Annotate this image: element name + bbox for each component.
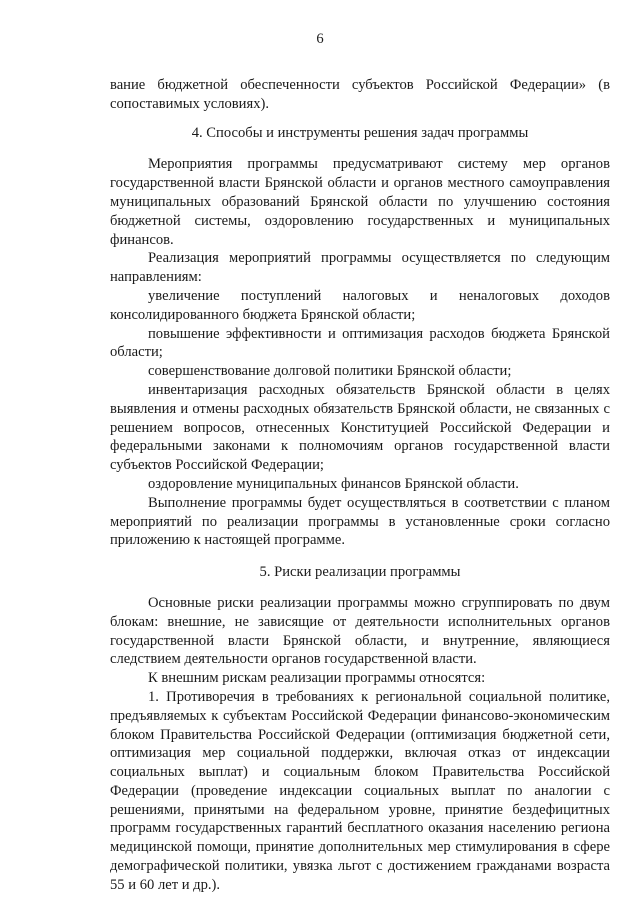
paragraph: совершенствование долговой политики Брянской области;	[148, 363, 512, 380]
paragraph: 1. Противоречия в требованиях к региональной социальной политике, предъявляемых к субъектам Российской Федерации финансово-экономическим блоком Правительства Российской Федерации (оптимизация бюджетной сети, оптимизация мер социальной поддержки, включая отказ от индексации социальных выплат) и социальным блоком Правительства Российской Федерации (проведение индексации социальных выплат по аналогии с решениями, принятыми на федеральном уровне, принятие бездефицитных программ государственных гарантий бесплатного оказания населению региона медицинской помощи, принятие дополнительных мер стимулирования в сфере демографической политики, увязка льгот с достижением гражданами возраста 55 и 60 лет и др.).	[110, 688, 610, 893]
paragraph: Мероприятия программы предусматривают систему мер органов государственной власти Брянской области и органов местного самоуправления муниципальных образований Брянской области по улучшению состояния бюджетной системы, оздоровлению государственных и муниципальных финансов.	[110, 156, 610, 248]
paragraph: Основные риски реализации программы можно сгруппировать по двум блокам: внешние, не зависящие от деятельности исполнительных органов государственной власти Брянской области, и внутренние, являющиеся следствием деятельности органов государственной власти.	[110, 594, 610, 668]
document-body	[110, 76, 610, 895]
paragraph: Выполнение программы будет осуществляться в соответствии с планом мероприятий по реализации программы в установленные сроки согласно приложению к настоящей программе.	[110, 494, 610, 549]
page-number: 6	[316, 31, 324, 47]
paragraph: вание бюджетной обеспеченности субъектов Российской Федерации» (в сопоставимых условиях).	[110, 77, 610, 112]
paragraph: К внешним рискам реализации программы относятся:	[148, 670, 486, 687]
paragraph: Реализация мероприятий программы осуществляется по следующим направлениям:	[110, 250, 610, 286]
section-heading: 4. Способы и инструменты решения задач программы	[191, 124, 529, 141]
paragraph: инвентаризация расходных обязательств Брянской области в целях выявления и отмены расходных обязательств Брянской области, не связанных с решением вопросов, отнесенных Конституцией Российской Федерации и федеральными законами к полномочиям органов государственной власти субъектов Российской Федерации;	[110, 381, 610, 474]
paragraph: оздоровление муниципальных финансов Брянской области.	[148, 475, 519, 492]
paragraph: повышение эффективности и оптимизация расходов бюджета Брянской области;	[110, 325, 610, 361]
section-heading: 5. Риски реализации программы	[259, 564, 461, 581]
paragraph: увеличение поступлений налоговых и неналоговых доходов консолидированного бюджета Брянской области;	[110, 287, 610, 323]
